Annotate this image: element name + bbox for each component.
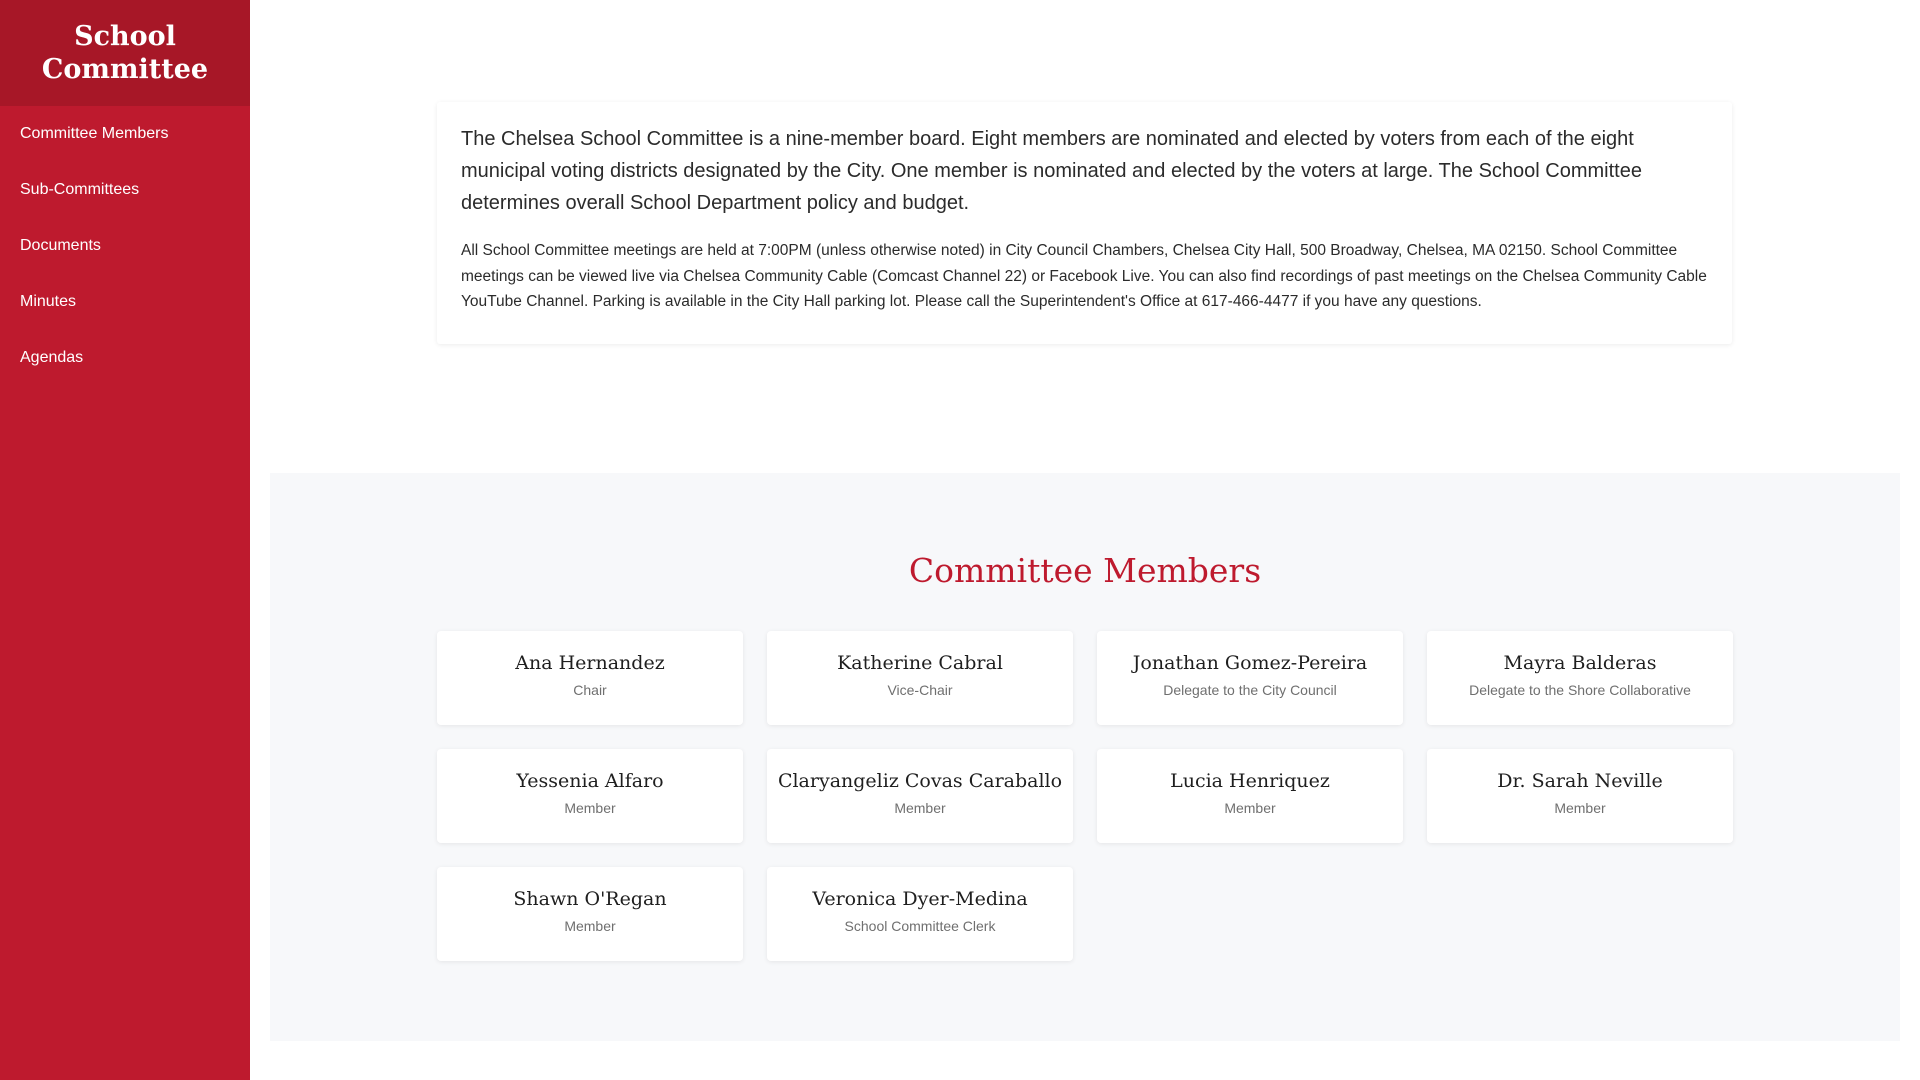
member-role: School Committee Clerk xyxy=(844,918,996,934)
member-role: Member xyxy=(1554,800,1606,816)
member-card[interactable] xyxy=(437,631,743,725)
section-title: Committee Members xyxy=(908,551,1262,590)
intro-card xyxy=(437,102,1732,344)
member-card[interactable] xyxy=(767,749,1073,843)
member-name: Claryangeliz Covas Caraballo xyxy=(777,770,1063,792)
member-role: Delegate to the Shore Collaborative xyxy=(1469,682,1691,698)
sidebar-nav xyxy=(0,106,250,386)
member-name: Shawn O'Regan xyxy=(513,888,667,910)
intro-lead-text: The Chelsea School Committee is a nine-member board. Eight members are nominated and elected by voters from each of the eight municipal voting districts designated by the City. One member is nominated and elected by the voters at large. The School Committee determines overall School Department policy and budget. xyxy=(461,128,1642,214)
member-name: Veronica Dyer-Medina xyxy=(812,888,1028,910)
member-name: Lucia Henriquez xyxy=(1170,770,1330,792)
member-card[interactable] xyxy=(437,867,743,961)
member-role: Delegate to the City Council xyxy=(1163,682,1337,698)
member-role: Member xyxy=(564,800,616,816)
sidebar-item-minutes[interactable]: Minutes xyxy=(20,293,77,310)
committee-members-section xyxy=(270,473,1900,1041)
member-role: Chair xyxy=(573,682,607,698)
sidebar xyxy=(0,0,250,1080)
sidebar-item-agendas[interactable]: Agendas xyxy=(20,349,84,366)
main-content xyxy=(250,0,1920,1080)
member-card[interactable] xyxy=(767,631,1073,725)
member-name: Katherine Cabral xyxy=(837,652,1003,674)
member-card[interactable] xyxy=(1427,631,1733,725)
sidebar-item-committee-members[interactable]: Committee Members xyxy=(20,125,169,142)
member-card[interactable] xyxy=(1427,749,1733,843)
member-name: Ana Hernandez xyxy=(515,652,665,674)
sidebar-item-documents[interactable]: Documents xyxy=(20,237,101,254)
member-grid xyxy=(437,631,1733,961)
member-name: Yessenia Alfaro xyxy=(516,770,664,792)
member-name: Mayra Balderas xyxy=(1503,652,1657,674)
member-role: Member xyxy=(1224,800,1276,816)
member-name: Jonathan Gomez-Pereira xyxy=(1132,652,1368,674)
sidebar-title[interactable]: School Committee xyxy=(0,0,250,106)
member-role: Member xyxy=(894,800,946,816)
member-role: Vice-Chair xyxy=(887,682,953,698)
sidebar-item-sub-committees[interactable]: Sub-Committees xyxy=(20,181,140,198)
member-card[interactable] xyxy=(767,867,1073,961)
intro-meeting-info: All School Committee meetings are held at 7:00PM (unless otherwise noted) in City Council Chambers, Chelsea City Hall, 500 Broadway, Chelsea, MA 02150. School Committee meetings can be viewed live via Chelsea Community Cable (Comcast Channel 22) or Facebook Live. You can also find recordings of past meetings on the Chelsea Community Cable YouTube Channel. Parking is available in the City Hall parking lot. Please call the Superintendent's Office at 617-466-4477 if you have any questions. xyxy=(461,242,1707,310)
member-card[interactable] xyxy=(1097,749,1403,843)
member-card[interactable] xyxy=(1097,631,1403,725)
member-name: Dr. Sarah Neville xyxy=(1497,770,1663,792)
member-role: Member xyxy=(564,918,616,934)
member-card[interactable] xyxy=(437,749,743,843)
